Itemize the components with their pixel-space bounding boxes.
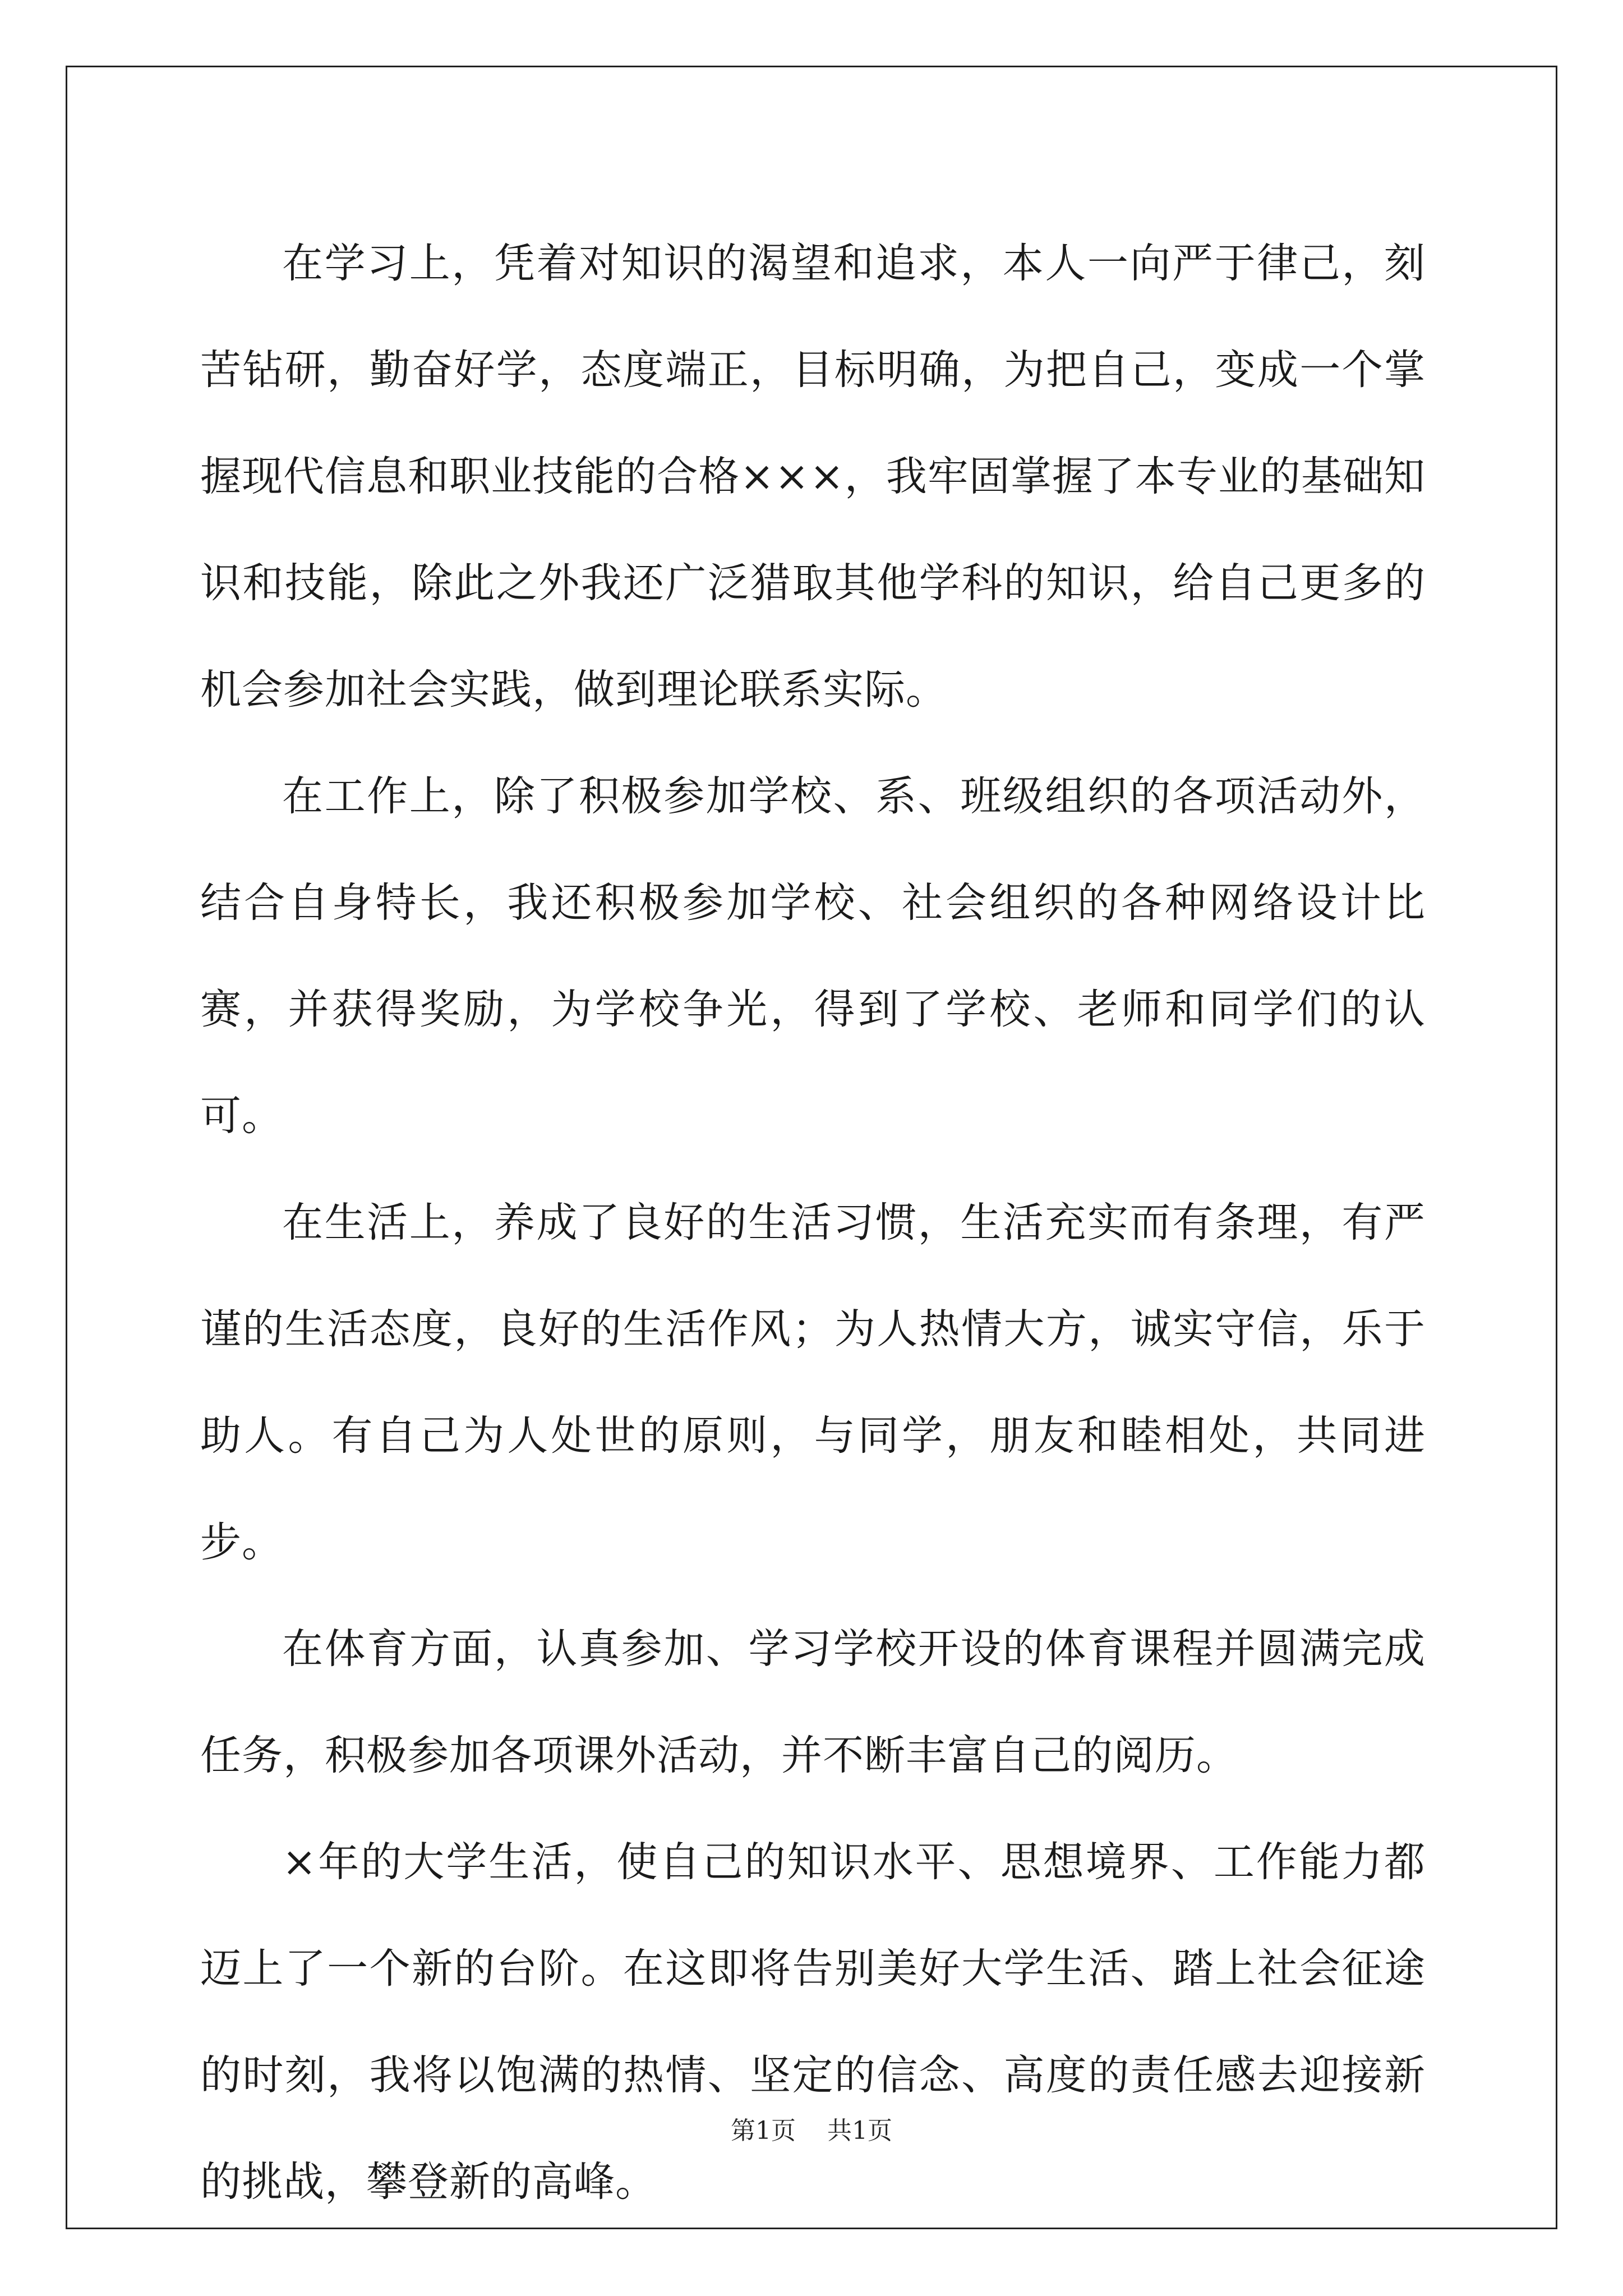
paragraph-work: 在工作上，除了积极参加学校、系、班级组织的各项活动外，结合自身特长，我还积极参加学校、社会组织的各种网络设计比赛，并获得奖励，为学校争光，得到了学校、老师和同学们的认可。 — [200, 772, 1426, 1140]
paragraph-conclusion: ×年的大学生活，使自己的知识水平、思想境界、工作能力都迈上了一个新的台阶。在这即将告别美好大学生活、踏上社会征途的时刻，我将以饱满的热情、坚定的信念、高度的责任感去迎接新的挑战，攀登新的高峰。 — [200, 1838, 1426, 2206]
page-total: 共1页 — [827, 2116, 892, 2145]
page-number: 第1页 — [731, 2116, 796, 2145]
paragraph-life: 在生活上，养成了良好的生活习惯，生活充实而有条理，有严谨的生活态度，良好的生活作风；为人热情大方，诚实守信，乐于助人。有自己为人处世的原则，与同学，朋友和睦相处，共同进步。 — [200, 1199, 1426, 1566]
document-body — [200, 210, 1426, 2235]
page-footer — [0, 2110, 1623, 2146]
paragraph-sports: 在体育方面，认真参加、学习学校开设的体育课程并圆满完成任务，积极参加各项课外活动，并不断丰富自己的阅历。 — [200, 1625, 1426, 1779]
paragraph-study: 在学习上，凭着对知识的渴望和追求，本人一向严于律己，刻苦钻研，勤奋好学，态度端正，目标明确，为把自己，变成一个掌握现代信息和职业技能的合格×××，我牢固掌握了本专业的基础知识和技能，除此之外我还广泛猎取其他学科的知识，给自己更多的机会参加社会实践，做到理论联系实际。 — [200, 240, 1426, 714]
